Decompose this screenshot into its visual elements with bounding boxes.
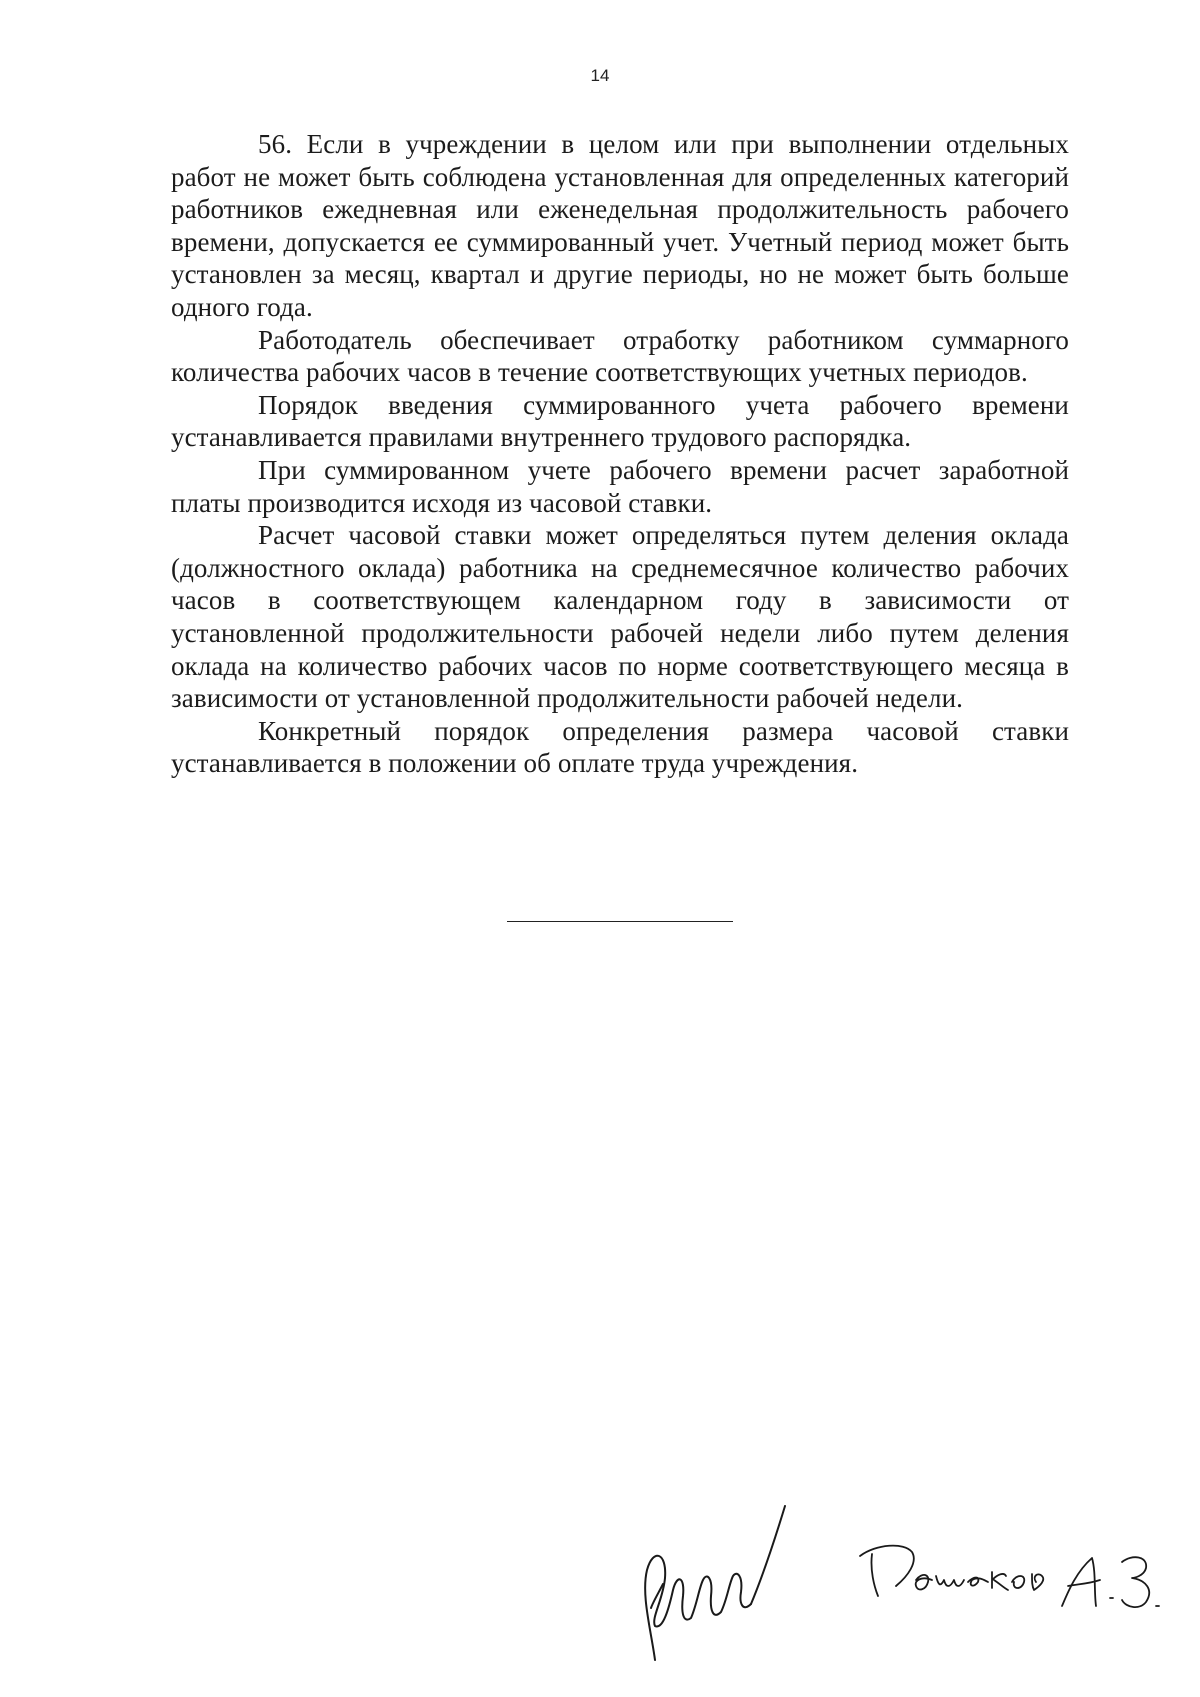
- handwritten-name: [856, 1536, 1166, 1626]
- handwritten-signature: [633, 1500, 793, 1670]
- paragraph-introduction-order: Порядок введения суммированного учета рабочего времени устанавливается правилами внутреннего трудового распорядка.: [171, 389, 1069, 453]
- paragraph-hourly-rate-order: Конкретный порядок определения размера часовой ставки устанавливается в положении об оплате труда учреждения.: [171, 715, 1069, 779]
- closing-rule: [507, 921, 733, 922]
- paragraph-wage-calculation: При суммированном учете рабочего времени расчет заработной платы производится исходя из часовой ставки.: [171, 454, 1069, 518]
- paragraph-56: 56. Если в учреждении в целом или при выполнении отдельных работ не может быть соблюдена установленная для определенных категорий работников ежедневная или еженедельная продолжительность рабочего времени, допускается ее суммированный учет. Учетный период может быть установлен за месяц, квартал и другие периоды, но не может быть больше одного года.: [171, 129, 1069, 322]
- paragraph-employer-duty: Работодатель обеспечивает отработку работником суммарного количества рабочих часов в течение соответствующих учетных периодов.: [171, 324, 1069, 388]
- page-number: 14: [590, 66, 610, 85]
- document-body: [171, 128, 1069, 780]
- paragraph-hourly-rate-calculation: Расчет часовой ставки может определяться путем деления оклада (должностного оклада) работника на среднемесячное количество рабочих часов в соответствующем календарном году в зависимости от установленной продолжительности рабочей недели либо путем деления оклада на количество рабочих часов по норме соответствующего месяца в зависимости от установленной продолжительности рабочей недели.: [171, 520, 1069, 714]
